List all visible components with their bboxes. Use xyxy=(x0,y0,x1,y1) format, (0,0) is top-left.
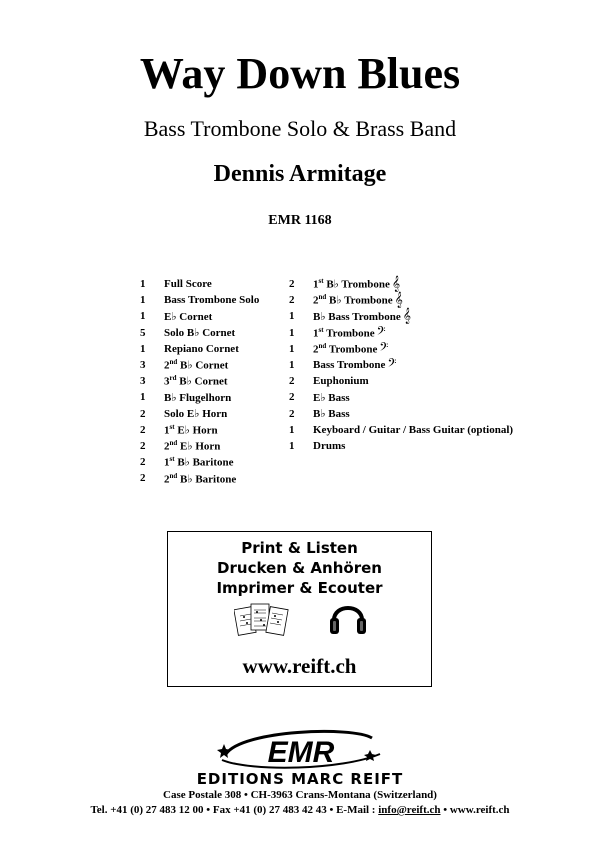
publisher-name: EDITIONS MARC REIFT xyxy=(196,770,404,788)
website-url: www.reift.ch xyxy=(242,654,357,678)
part-row xyxy=(140,470,259,486)
part-name: E♭ Cornet xyxy=(164,310,213,323)
publisher-address: Case Postale 308 • CH-3963 Crans-Montana (Switzerland) xyxy=(163,789,437,801)
part-quantity: 2 xyxy=(140,439,146,452)
part-row xyxy=(289,422,513,438)
publisher-contact xyxy=(0,804,600,816)
part-name: 3rd B♭ Cornet xyxy=(164,374,228,389)
bass-clef-icon: 𝄢 xyxy=(379,340,389,357)
sheet-music-icon xyxy=(234,600,290,640)
part-quantity: 5 xyxy=(140,326,146,339)
part-row xyxy=(140,357,259,373)
part-quantity: 1 xyxy=(140,278,146,291)
part-quantity: 1 xyxy=(289,359,295,372)
part-quantity: 1 xyxy=(140,310,146,323)
email-link[interactable]: info@reift.ch xyxy=(378,804,441,816)
part-row xyxy=(140,389,259,405)
promo-line-3: Imprimer & Ecouter xyxy=(216,579,383,597)
part-row xyxy=(289,308,513,324)
part-row xyxy=(289,406,513,422)
part-name: B♭ Bass Trombone xyxy=(313,310,401,323)
part-name: 2nd E♭ Horn xyxy=(164,439,221,453)
part-row xyxy=(140,454,259,470)
part-row xyxy=(289,389,513,405)
part-row xyxy=(289,325,513,341)
part-quantity: 1 xyxy=(140,342,146,355)
part-row xyxy=(140,373,259,389)
part-name: Bass Trombone Solo xyxy=(164,294,260,307)
part-quantity: 2 xyxy=(289,294,295,307)
promo-line-2: Drucken & Anhören xyxy=(217,559,382,577)
part-name: 2nd B♭ Cornet xyxy=(164,358,229,372)
part-quantity: 1 xyxy=(140,294,146,307)
part-row xyxy=(140,406,259,422)
treble-clef-icon: 𝄞 xyxy=(391,276,401,293)
part-name: Solo B♭ Cornet xyxy=(164,327,236,340)
svg-text:EMR: EMR xyxy=(267,736,335,769)
part-name: B♭ Bass xyxy=(313,408,350,421)
part-row xyxy=(289,438,513,454)
part-name: Drums xyxy=(313,439,346,452)
part-name: 1st E♭ Horn xyxy=(164,422,218,437)
part-quantity: 2 xyxy=(140,423,146,436)
part-name: 1st Trombone xyxy=(313,325,375,340)
part-quantity: 1 xyxy=(289,310,295,323)
bass-clef-icon: 𝄢 xyxy=(387,357,397,374)
page-title: Way Down Blues xyxy=(139,49,461,98)
part-name: 1st B♭ Trombone xyxy=(313,277,390,291)
part-quantity: 3 xyxy=(140,375,146,388)
part-name: 2nd B♭ Baritone xyxy=(164,471,237,486)
part-quantity: 2 xyxy=(140,407,146,420)
part-name: Full Score xyxy=(164,278,212,291)
part-name: Solo E♭ Horn xyxy=(164,408,228,421)
part-quantity: 1 xyxy=(289,439,295,452)
part-quantity: 3 xyxy=(140,359,146,372)
catalog-number: EMR 1168 xyxy=(268,213,332,228)
page-subtitle: Bass Trombone Solo & Brass Band xyxy=(143,116,457,141)
print-listen-box xyxy=(167,531,432,687)
part-quantity: 2 xyxy=(289,407,295,420)
treble-clef-icon: 𝄞 xyxy=(394,292,403,309)
part-quantity: 2 xyxy=(140,472,146,485)
part-quantity: 2 xyxy=(289,391,295,404)
part-name: Keyboard / Guitar / Bass Guitar (optional) xyxy=(313,423,514,436)
part-name: Bass Trombone xyxy=(313,359,386,372)
parts-list-left xyxy=(140,276,259,486)
part-row xyxy=(140,276,259,292)
emr-logo xyxy=(212,724,390,776)
promo-line-1: Print & Listen xyxy=(241,539,358,557)
contact-phone-fax: Tel. +41 (0) 27 483 12 00 • Fax +41 (0) 27 483 42 43 • E-Mail : xyxy=(90,804,379,816)
part-row xyxy=(140,438,259,454)
part-quantity: 1 xyxy=(289,342,295,355)
part-row xyxy=(289,373,513,389)
part-name: E♭ Bass xyxy=(313,391,350,404)
part-row xyxy=(289,341,513,357)
part-name: Repiano Cornet xyxy=(164,342,239,355)
part-row xyxy=(289,276,513,292)
part-row xyxy=(140,325,259,341)
part-name: B♭ Flugelhorn xyxy=(164,391,232,404)
part-row xyxy=(140,292,259,308)
part-name: 2nd Trombone xyxy=(313,342,378,356)
treble-clef-icon: 𝄞 xyxy=(402,308,411,325)
part-quantity: 2 xyxy=(140,456,146,469)
part-name: Euphonium xyxy=(313,375,369,388)
part-quantity: 1 xyxy=(140,391,146,404)
bass-clef-icon: 𝄢 xyxy=(376,324,386,341)
part-quantity: 2 xyxy=(289,375,295,388)
part-quantity: 1 xyxy=(289,326,295,339)
part-quantity: 2 xyxy=(289,278,295,291)
composer-name: Dennis Armitage xyxy=(213,161,387,187)
part-row xyxy=(140,341,259,357)
contact-website: • www.reift.ch xyxy=(440,804,510,816)
parts-list-right xyxy=(289,276,513,454)
part-name: 1st B♭ Baritone xyxy=(164,455,234,469)
part-quantity: 1 xyxy=(289,423,295,436)
part-row xyxy=(289,357,513,373)
part-name: 2nd B♭ Trombone xyxy=(313,293,393,308)
headphones-icon xyxy=(328,594,368,638)
part-row xyxy=(140,422,259,438)
part-row xyxy=(289,292,513,308)
part-row xyxy=(140,308,259,324)
